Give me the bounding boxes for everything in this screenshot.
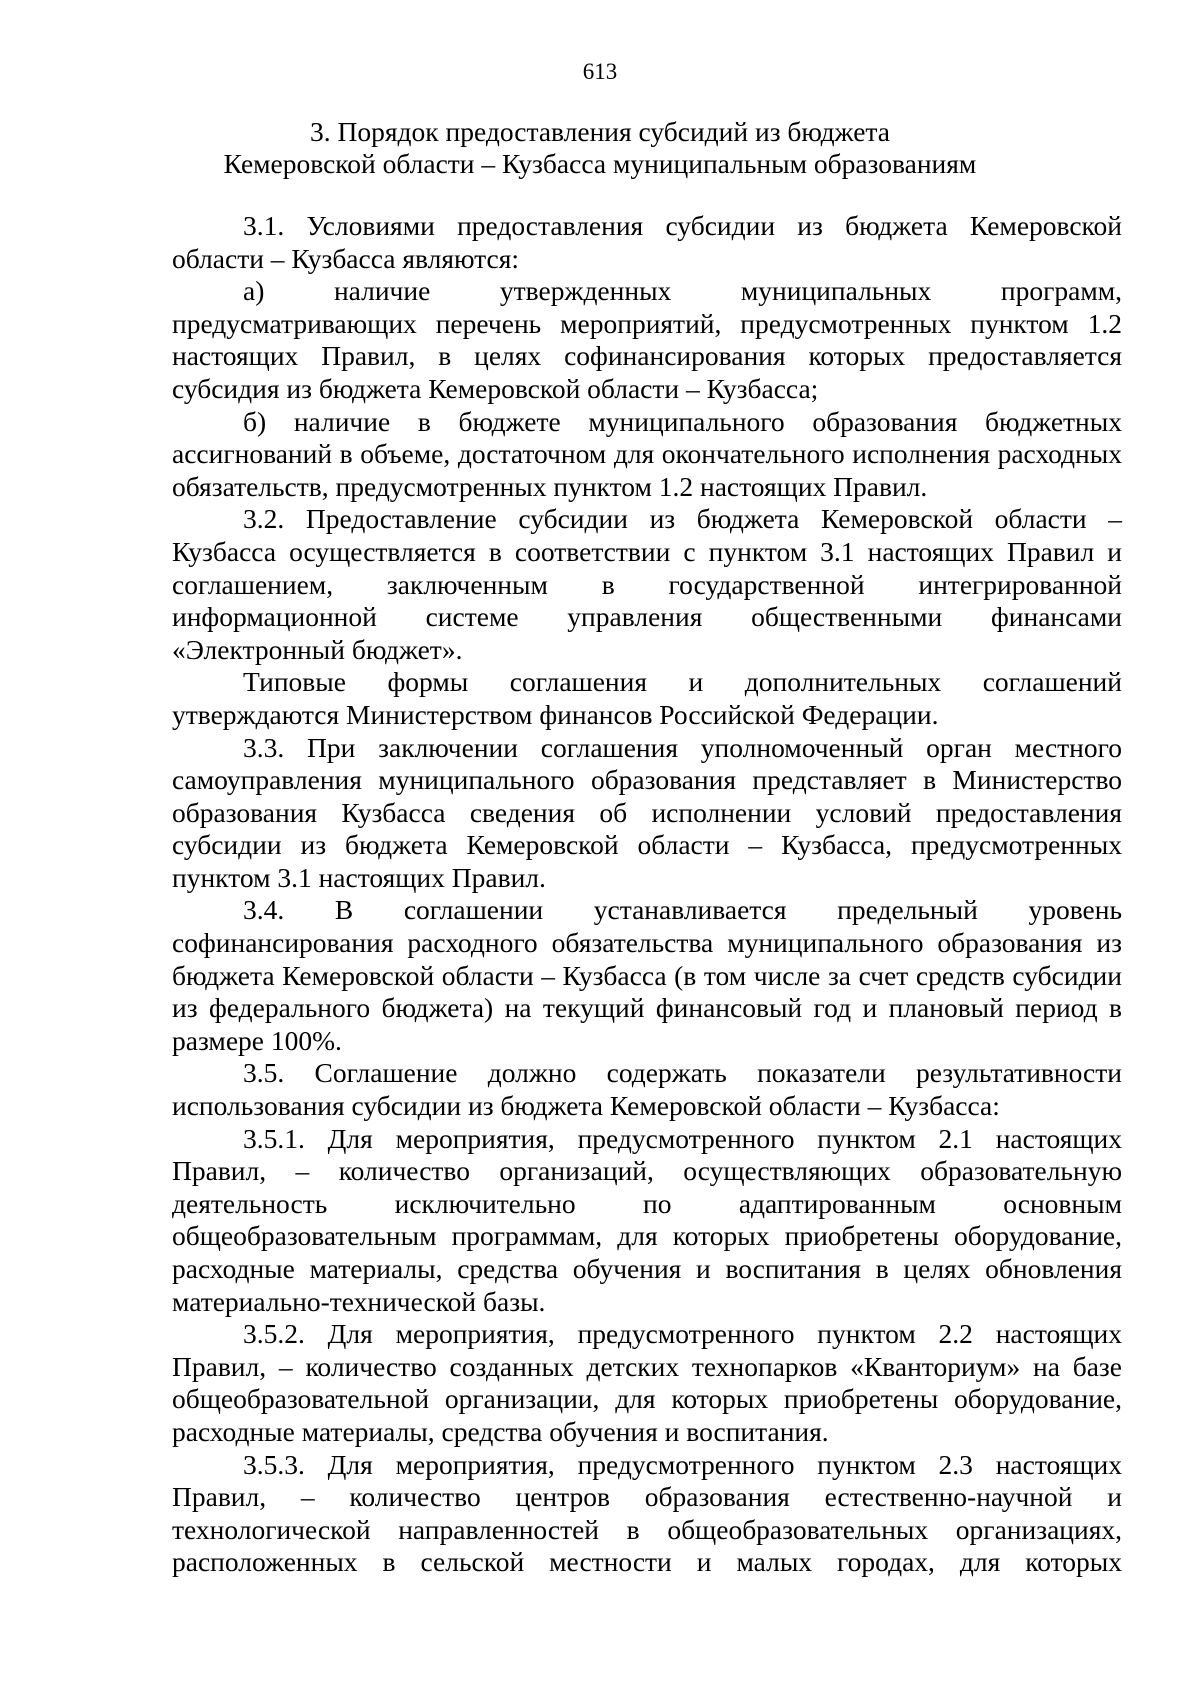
paragraph-3-5-3: 3.5.3. Для мероприятия, предусмотренного пунктом 2.3 настоящих Правил, – количество центров образования естественно-научной и технологической направленностей в общеобразовательных организациях, расположенных в сельской местности и малых городах, для которых bbox=[172, 1448, 1122, 1578]
paragraph-3-5-1: 3.5.1. Для мероприятия, предусмотренного пунктом 2.1 настоящих Правил, – количество организаций, осуществляющих образовательную деятельность исключительно по адаптированным основным общеобразовательным программам, для которых приобретены оборудование, расходные материалы, средства обучения и воспитания в целях обновления материально-технической базы. bbox=[172, 1122, 1122, 1317]
paragraph-3-1-a: а) наличие утвержденных муниципальных программ, предусматривающих перечень мероприятий, предусмотренных пунктом 1.2 настоящих Правил, в целях софинансирования которых предоставляется субсидия из бюджета Кемеровской области – Кузбасса; bbox=[172, 275, 1122, 404]
section-heading-line-1: 3. Порядок предоставления субсидий из бюджета bbox=[310, 116, 890, 147]
paragraph-3-5: 3.5. Соглашение должно содержать показатели результативности использования субсидии из бюджета Кемеровской области – Кузбасса: bbox=[172, 1057, 1122, 1122]
body-text bbox=[172, 210, 1122, 1579]
paragraph-3-5-2: 3.5.2. Для мероприятия, предусмотренного пунктом 2.2 настоящих Правил, – количество созданных детских технопарков «Кванториум» на базе общеобразовательной организации, для которых приобретены оборудование, расходные материалы, средства обучения и воспитания. bbox=[172, 1318, 1122, 1447]
section-heading-line-2: Кемеровской области – Кузбасса муниципальным образованиям bbox=[223, 148, 977, 179]
paragraph-3-4: 3.4. В соглашении устанавливается предельный уровень софинансирования расходного обязательства муниципального образования из бюджета Кемеровской области – Кузбасса (в том числе за счет средств субсидии из федерального бюджета) на текущий финансовый год и плановый период в размере 100%. bbox=[172, 894, 1122, 1056]
paragraph-3-1-b: б) наличие в бюджете муниципального образования бюджетных ассигнований в объеме, достаточном для окончательного исполнения расходных обязательств, предусмотренных пунктом 1.2 настоящих Правил. bbox=[172, 405, 1122, 502]
page-number: 613 bbox=[582, 59, 618, 84]
paragraph-3-2: 3.2. Предоставление субсидии из бюджета Кемеровской области – Кузбасса осуществляется в соответствии с пунктом 3.1 настоящих Правил и соглашением, заключенным в государственной интегрированной информационной системе управления общественными финансами «Электронный бюджет». bbox=[172, 503, 1122, 665]
section-heading bbox=[0, 116, 1200, 180]
paragraph-3-2-typical-forms: Типовые формы соглашения и дополнительных соглашений утверждаются Министерством финансов Российской Федерации. bbox=[172, 666, 1122, 730]
paragraph-3-3: 3.3. При заключении соглашения уполномоченный орган местного самоуправления муниципального образования представляет в Министерство образования Кузбасса сведения об исполнении условий предоставления субсидии из бюджета Кемеровской области – Кузбасса, предусмотренных пунктом 3.1 настоящих Правил. bbox=[172, 731, 1122, 893]
paragraph-3-1: 3.1. Условиями предоставления субсидии из бюджета Кемеровской области – Кузбасса являются: bbox=[172, 210, 1122, 274]
